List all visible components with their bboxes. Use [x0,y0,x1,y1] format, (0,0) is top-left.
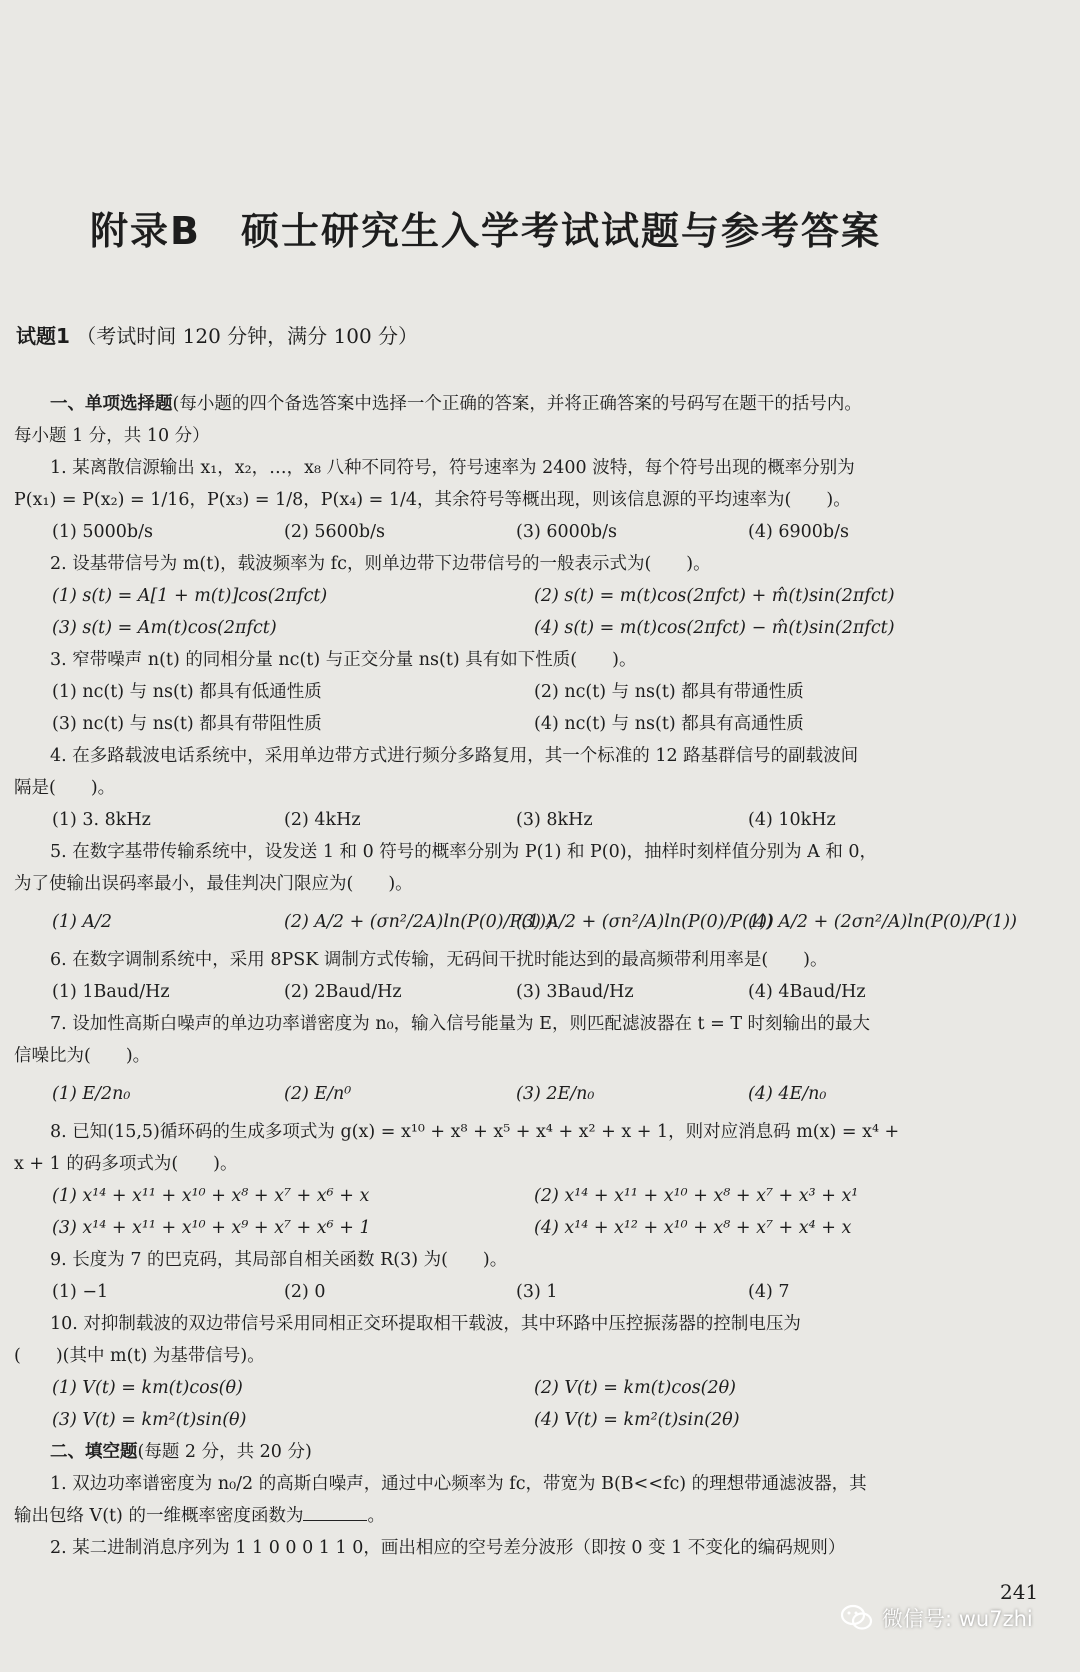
q3-options-row1 [14,676,1024,708]
q10-option-3: (3) V(t) = km²(t)sin(θ) [52,1410,247,1430]
q4-option-2: (2) 4kHz [284,810,361,830]
q8-line2: x + 1 的码多项式为( )。 [14,1154,238,1174]
q1-line2: P(x₁) = P(x₂) = 1/16，P(x₃) = 1/8，P(x₄) = 1/4，其余符号等概出现，则该信息源的平均速率为( )。 [14,490,851,510]
q9-option-2: (2) 0 [284,1282,326,1302]
appendix-title: 附录B 硕士研究生入学考试试题与参考答案 [90,209,881,253]
q6-options [14,976,1024,1008]
q1-line1: 1. 某离散信源输出 x₁，x₂，…，x₈ 八种不同符号，符号速率为 2400 波特，每个符号出现的概率分别为 [50,458,855,478]
q3-line1: 3. 窄带噪声 n(t) 的同相分量 nc(t) 与正交分量 ns(t) 具有如下性质( )。 [50,650,637,670]
q6-option-4: (4) 4Baud/Hz [748,982,866,1002]
exam-content [14,388,1024,1564]
q1-options [14,516,1024,548]
q3-option-4: (4) nc(t) 与 ns(t) 都具有高通性质 [534,714,804,734]
f1-line2-wrap [14,1500,1024,1532]
exam-info: （考试时间 120 分钟，满分 100 分） [76,324,419,348]
f1-line1: 1. 双边功率谱密度为 n₀/2 的高斯白噪声，通过中心频率为 fc，带宽为 B(B<<fc) 的理想带通滤波器，其 [50,1474,867,1494]
q10-option-1: (1) V(t) = km(t)cos(θ) [52,1378,243,1398]
q10-option-2: (2) V(t) = km(t)cos(2θ) [534,1378,736,1398]
q1-option-3: (3) 6000b/s [516,522,617,542]
q5-option-3: (3) A/2 + (σn²/A)ln(P(0)/P(1)) [516,912,774,932]
f1-line2: 输出包络 V(t) 的一维概率密度函数为 [14,1506,304,1526]
q3-option-1: (1) nc(t) 与 ns(t) 都具有低通性质 [52,682,322,702]
q8-option-3: (3) x¹⁴ + x¹¹ + x¹⁰ + x⁹ + x⁷ + x⁶ + 1 [52,1218,371,1238]
q2-option-4: (4) s(t) = m(t)cos(2πfct) − m̂(t)sin(2πfct) [534,618,895,638]
q10-options-row2 [14,1404,1024,1436]
q5-line2: 为了使输出误码率最小，最佳判决门限应为( )。 [14,874,413,894]
q9-line1: 9. 长度为 7 的巴克码，其局部自相关函数 R(3) 为( )。 [50,1250,508,1270]
q9-options [14,1276,1024,1308]
q8-option-1: (1) x¹⁴ + x¹¹ + x¹⁰ + x⁸ + x⁷ + x⁶ + x [52,1186,370,1206]
q4-line1: 4. 在多路载波电话系统中，采用单边带方式进行频分多路复用，其一个标准的 12 路基群信号的副载波间 [50,746,859,766]
q3-option-2: (2) nc(t) 与 ns(t) 都具有带通性质 [534,682,804,702]
f1-line2-end: 。 [367,1506,385,1526]
exam-name: 试题1 [16,324,70,348]
section2-desc: (每题 2 分，共 20 分) [137,1442,312,1462]
q6-option-1: (1) 1Baud/Hz [52,982,170,1002]
q6-option-2: (2) 2Baud/Hz [284,982,402,1002]
q2-option-2: (2) s(t) = m(t)cos(2πfct) + m̂(t)sin(2πfct) [534,586,895,606]
q5-option-1: (1) A/2 [52,912,113,932]
wechat-icon [840,1603,874,1633]
q8-line1: 8. 已知(15,5)循环码的生成多项式为 g(x) = x¹⁰ + x⁸ + x⁵ + x⁴ + x² + x + 1，则对应消息码 m(x) = x⁴ + [50,1122,900,1142]
section2-intro [14,1436,1024,1468]
q6-line1: 6. 在数字调制系统中，采用 8PSK 调制方式传输，无码间干扰时能达到的最高频带利用率是( )。 [50,950,828,970]
section1-heading: 一、单项选择题 [50,394,173,414]
q7-line1: 7. 设加性高斯白噪声的单边功率谱密度为 n₀，输入信号能量为 E，则匹配滤波器在 t = T 时刻输出的最大 [50,1014,871,1034]
q7-option-2: (2) E/n⁰ [284,1084,352,1104]
section1-desc: (每小题的四个备选答案中选择一个正确的答案，并将正确答案的号码写在题干的括号内。 [172,394,862,414]
section1-desc-cont: 每小题 1 分，共 10 分） [14,426,210,446]
q2-option-1: (1) s(t) = A[1 + m(t)]cos(2πfct) [52,586,328,606]
q4-option-4: (4) 10kHz [748,810,836,830]
q10-options-row1 [14,1372,1024,1404]
q5-options [14,900,1024,944]
q4-option-1: (1) 3. 8kHz [52,810,151,830]
watermark-label: 微信号: wu7zhi [882,1607,1033,1631]
exam-header [16,320,418,349]
q7-option-4: (4) 4E/n₀ [748,1084,827,1104]
q9-option-4: (4) 7 [748,1282,790,1302]
q9-option-3: (3) 1 [516,1282,558,1302]
q2-option-3: (3) s(t) = Am(t)cos(2πfct) [52,618,277,638]
q4-options [14,804,1024,836]
q10-line1: 10. 对抑制载波的双边带信号采用同相正交环提取相干载波，其中环路中压控振荡器的控制电压为 [50,1314,801,1334]
q2-options-row2 [14,612,1024,644]
section1-intro [14,388,1024,420]
q5-option-2: (2) A/2 + (σn²/2A)ln(P(0)/P(1)) [284,912,553,932]
q7-line2: 信噪比为( )。 [14,1046,151,1066]
q8-options-row2 [14,1212,1024,1244]
q3-option-3: (3) nc(t) 与 ns(t) 都具有带阻性质 [52,714,322,734]
q10-option-4: (4) V(t) = km²(t)sin(2θ) [534,1410,740,1430]
q7-option-1: (1) E/2n₀ [52,1084,131,1104]
q4-option-3: (3) 8kHz [516,810,593,830]
q8-option-4: (4) x¹⁴ + x¹² + x¹⁰ + x⁸ + x⁷ + x⁴ + x [534,1218,852,1238]
q3-options-row2 [14,708,1024,740]
q10-line2: ( )(其中 m(t) 为基带信号)。 [14,1346,265,1366]
q4-line2: 隔是( )。 [14,778,116,798]
f2-line1: 2. 某二进制消息序列为 1 1 0 0 0 1 1 0，画出相应的空号差分波形（即按 0 变 1 不变化的编码规则） [50,1538,846,1558]
page-number: 241 [1000,1580,1039,1604]
q1-option-4: (4) 6900b/s [748,522,849,542]
q1-option-2: (2) 5600b/s [284,522,385,542]
section2-heading: 二、填空题 [50,1442,138,1462]
q9-option-1: (1) −1 [52,1282,109,1302]
q7-option-3: (3) 2E/n₀ [516,1084,595,1104]
q8-option-2: (2) x¹⁴ + x¹¹ + x¹⁰ + x⁸ + x⁷ + x³ + x¹ [534,1186,859,1206]
q5-option-4: (4) A/2 + (2σn²/A)ln(P(0)/P(1)) [748,912,1017,932]
q1-option-1: (1) 5000b/s [52,522,153,542]
q7-options [14,1072,1024,1116]
q6-option-3: (3) 3Baud/Hz [516,982,634,1002]
q5-line1: 5. 在数字基带传输系统中，设发送 1 和 0 符号的概率分别为 P(1) 和 P(0)，抽样时刻样值分别为 A 和 0， [50,842,878,862]
q8-options-row1 [14,1180,1024,1212]
q2-options-row1 [14,580,1024,612]
q2-line1: 2. 设基带信号为 m(t)，载波频率为 fc，则单边带下边带信号的一般表示式为( )。 [50,554,711,574]
answer-blank [303,1502,367,1521]
wechat-watermark [840,1598,1033,1638]
